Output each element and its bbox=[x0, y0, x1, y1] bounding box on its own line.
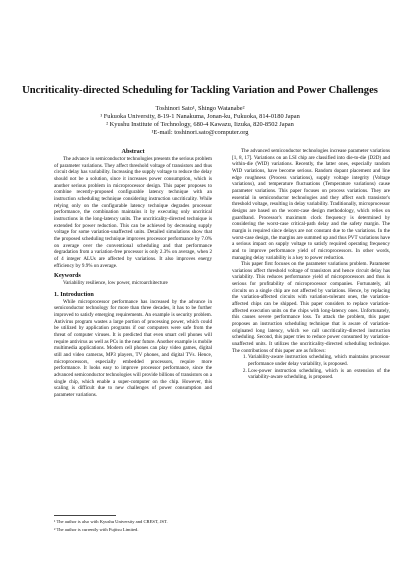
footnote-2: ² The author is currently with Fujitsu Limited. bbox=[54, 526, 139, 532]
list-item: 2. Low-power instruction scheduling, which is an extension of the variability-aware scheduling, is proposed. bbox=[248, 368, 390, 381]
keywords-heading: Keywords bbox=[54, 272, 81, 280]
footnotes bbox=[54, 515, 212, 533]
abstract-text: The advance in semiconductor technologies presents the serious problem of parameter variations. They affect threshold voltage of transistors and thus circuit delay has variability. Increasing the supply voltage to reduce the delay should not be a solution, since it increases power consumption, which is another serious problem in microprocessor design. This paper proposes to combine recently-proposed configurable latency technique with an instruction scheduling technique considering instruction uncriticality. While relying only on the configurable latency technique degrades processor performance, the combination maintains it by executing only uncritical instructions in the long-latency units. The uncriticality-directed technique is extended for power reduction. This can be achieved by decreasing supply voltage for some variation-unaffected units. Detailed simulations show that the proposed scheduling technique improves processor performance by 7.0% on average over the conventional scheduling and that performance degradation from a variation-free processor is only 2.3% on average, when 2 of 4 integer ALUs are affected by variations. It also improves energy efficiency by 9.9% on average. bbox=[54, 156, 212, 269]
left-column bbox=[54, 148, 212, 399]
right-paragraph-2: This paper first focuses on the parameter variations problem. Parameter variations affect threshold voltage of transistors and hence circuit delay has variability. This reduces performance yield of microprocessors and thus is serious for profitability of microprocessor companies. Fortunately, all circuits on a single chip are not affected by variations. Hence, by replacing the variation-affected circuits with variation-tolerant ones, the variation-affected chips can be shipped. This paper considers to replace variation-affected execution units on the chips with long-latency ones. Unfortunately, this causes severe performance loss. To attack the problem, this paper proposes an instruction scheduling technique that is aware of variation-originated long latency, which we call uncriticality-directed instruction scheduling. Second, this paper tries to reduce power consumed by variation-unaffected units. It utilizes the uncriticality-directed scheduling technique. The contributions of this paper are as follows: bbox=[232, 261, 390, 354]
intro-heading: 1. Introduction bbox=[54, 290, 94, 298]
footnote-1: ¹ The author is also with Kyushu University and CREST, JST. bbox=[54, 519, 168, 524]
affiliation-1: ¹ Fukuoka University, 8-19-1 Nanakuma, Jonan-ku, Fukuoka, 814-0180 Japan bbox=[100, 112, 300, 120]
abstract-heading: Abstract bbox=[121, 148, 145, 155]
author-email: ¹E-mail: toshinori.sato@computer.org bbox=[151, 128, 249, 136]
footnote-rule bbox=[54, 515, 116, 516]
paper-title: Uncriticality-directed Scheduling for Tackling Variation and Power Challenges bbox=[22, 85, 378, 96]
keywords-text: Variability resilience, low power, microarchitecture bbox=[63, 280, 168, 287]
author-names: Toshinori Sato¹, Shingo Watanabe² bbox=[155, 105, 245, 112]
list-item: 1. Variability-aware instruction scheduling, which maintains processor performance under delay variability, is proposed. bbox=[248, 354, 390, 367]
author-block bbox=[0, 105, 400, 137]
intro-text: While microprocessor performance has increased by the advance in semiconductor technology for more than three decades, it has to be further improved to satisfy emerging requirements. An example is security problem. Antivirus program wastes a large portion of processing power, which could be utilized by application programs if our computers were safe from the threat of computer viruses. It is predicted that even smart cell phones will require antivirus as well as PCs in the near future. Another example is mobile multimedia applications. Modern cell phones can play video games, digital still and video cameras, MP3 players, TV phones, and digital TVs. Hence, microprocessors, especially embedded processors, require more performance. It looks easy to improve processor performance, since the advanced semiconductor technologies will provide billions of transistors on a single chip, which enable a super-computer on the chip. However, this scaling is difficult due to new challenges of power consumption and parameter variations. bbox=[54, 298, 212, 398]
affiliation-2: ² Kyushu Institute of Technology, 680-4 Kawazu, Iizuka, 820-8502 Japan bbox=[106, 120, 294, 128]
right-column bbox=[232, 148, 390, 381]
right-paragraph-1: The advanced semiconductor technologies increase parameter variations [1, 8, 17]. Variations on an LSI chip are classified into die-to-die (D2D) and within-die (WID) variations. Recently, the latter ones, especially random WID variations, have become serious. Random dopant placement and line edge roughness (Process variations), supply voltage integrity (Voltage variations), and temperature fluctuations (Temperature variations) cause parameter variations. This paper focuses on process variations. They are essential in semiconductor technologies and they affect each transistor's threshold voltage, resulting in delay variability. Traditionally, microprocessor designs are based on the worst-case design methodology, which relies on guardband. Processor's maximum clock frequency is determined by considering the worst-case critical-path delay and the safety margin. The margin is required since delays are not constant due to the variations. In the worst-case design, the margins are summed up and thus PVT variations have a serious impact on supply voltage to satisfy required operating frequency and to improve performance yield of microprocessors. In other words, managing delay variability is a key to power reduction. bbox=[232, 148, 390, 261]
contributions-list bbox=[232, 354, 390, 381]
